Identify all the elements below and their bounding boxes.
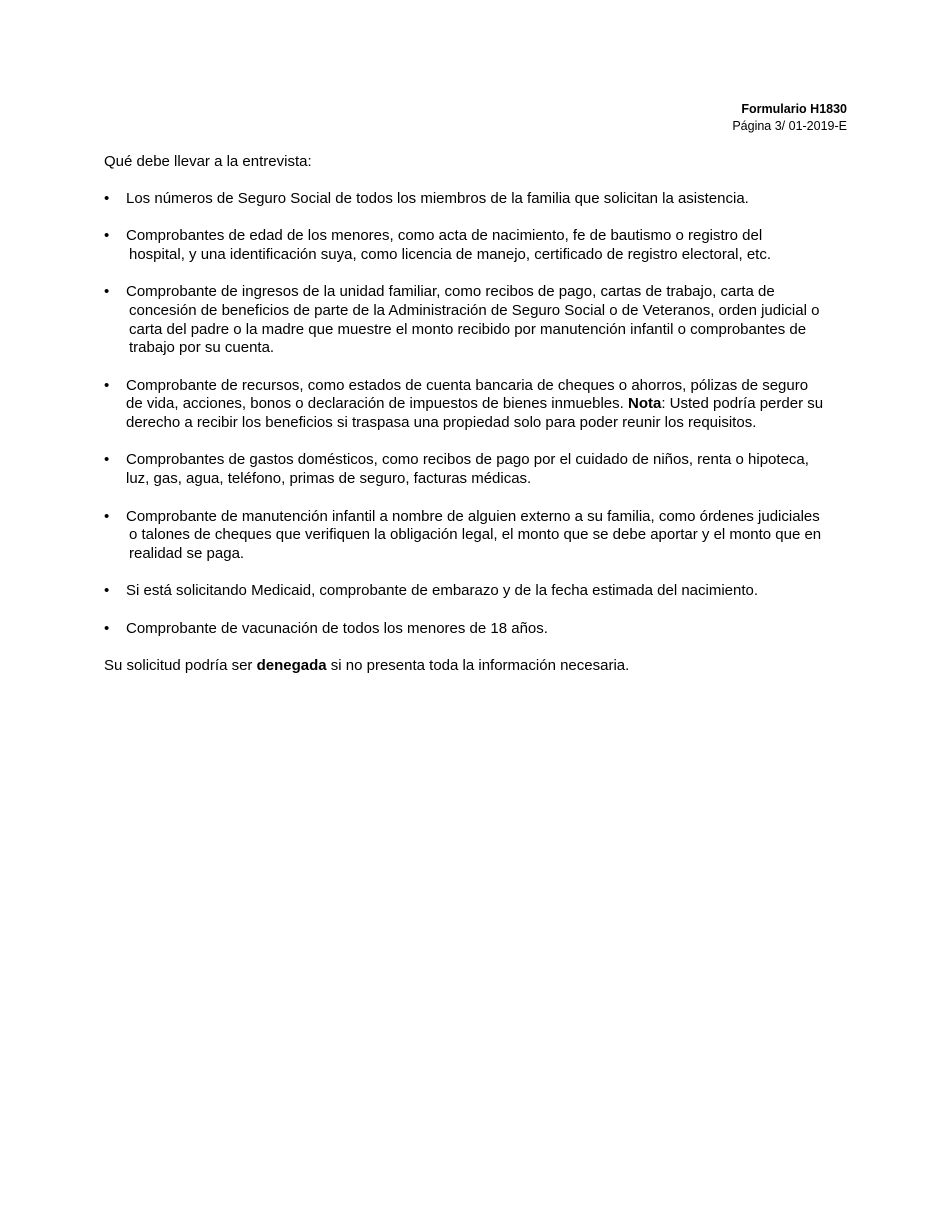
closing-text: Su solicitud podría ser — [104, 657, 257, 675]
item-text: luz, gas, agua, teléfono, primas de seguro, facturas médicas. — [126, 470, 532, 488]
list-item — [104, 377, 854, 433]
bullet-icon: • — [104, 451, 110, 469]
bullet-icon: • — [104, 582, 110, 600]
bullet-icon: • — [104, 376, 110, 394]
list-item — [104, 508, 854, 564]
note-label: Nota — [627, 395, 662, 413]
item-text: derecho a recibir los beneficios si traspasa una propiedad solo para poder reunir los requisitos. — [126, 414, 757, 432]
item-text: hospital, y una identificación suya, como licencia de manejo, certificado de registro electoral, etc. — [129, 245, 772, 263]
item-text: Comprobante de recursos, como estados de cuenta bancaria de cheques o ahorros, pólizas de seguro — [126, 376, 809, 394]
list-item — [104, 227, 854, 264]
item-text: Los números de Seguro Social de todos los miembros de la familia que solicitan la asistencia. — [126, 189, 749, 207]
item-text-segment: de vida, acciones, bonos o declaración de impuestos de bienes inmuebles. — [126, 395, 628, 413]
list-item — [104, 283, 854, 358]
list-item — [104, 582, 854, 601]
form-header — [732, 101, 847, 135]
bullet-icon: • — [104, 227, 110, 245]
document-body — [104, 153, 854, 676]
bullet-icon: • — [104, 507, 110, 525]
intro-heading: Qué debe llevar a la entrevista: — [104, 153, 312, 170]
item-text: realidad se paga. — [129, 544, 245, 562]
denied-emphasis: denegada — [256, 657, 327, 675]
item-text: Comprobante de ingresos de la unidad familiar, como recibos de pago, cartas de trabajo, carta de — [126, 283, 775, 301]
item-text-segment: : Usted podría perder su — [661, 395, 824, 413]
item-text: Comprobantes de gastos domésticos, como recibos de pago por el cuidado de niños, renta o hipoteca, — [126, 451, 809, 469]
item-text: trabajo por su cuenta. — [129, 339, 275, 357]
bullet-icon: • — [104, 283, 110, 301]
item-text: concesión de beneficios de parte de la Administración de Seguro Social o de Veteranos, orden judicial o — [129, 301, 820, 319]
list-item — [104, 190, 854, 209]
list-item — [104, 451, 854, 488]
closing-text: si no presenta toda la información necesaria. — [326, 657, 630, 675]
closing-note — [104, 657, 854, 676]
bullet-icon: • — [104, 189, 110, 207]
item-text: Comprobante de manutención infantil a nombre de alguien externo a su familia, como órdenes judiciales — [126, 507, 820, 525]
page-info: Página 3/ 01-2019-E — [732, 119, 847, 133]
item-text: carta del padre o la madre que muestre el monto recibido por manutención infantil o comprobantes de — [129, 320, 807, 338]
bullet-icon: • — [104, 619, 110, 637]
item-text: Comprobante de vacunación de todos los menores de 18 años. — [126, 619, 548, 637]
item-text — [126, 395, 854, 414]
list-item — [104, 620, 854, 639]
item-text: o talones de cheques que verifiquen la obligación legal, el monto que se debe aportar y el monto que en — [129, 526, 822, 544]
form-id: Formulario H1830 — [741, 102, 847, 116]
item-text: Comprobantes de edad de los menores, como acta de nacimiento, fe de bautismo o registro del — [126, 227, 763, 245]
item-text: Si está solicitando Medicaid, comprobante de embarazo y de la fecha estimada del nacimiento. — [126, 582, 759, 600]
